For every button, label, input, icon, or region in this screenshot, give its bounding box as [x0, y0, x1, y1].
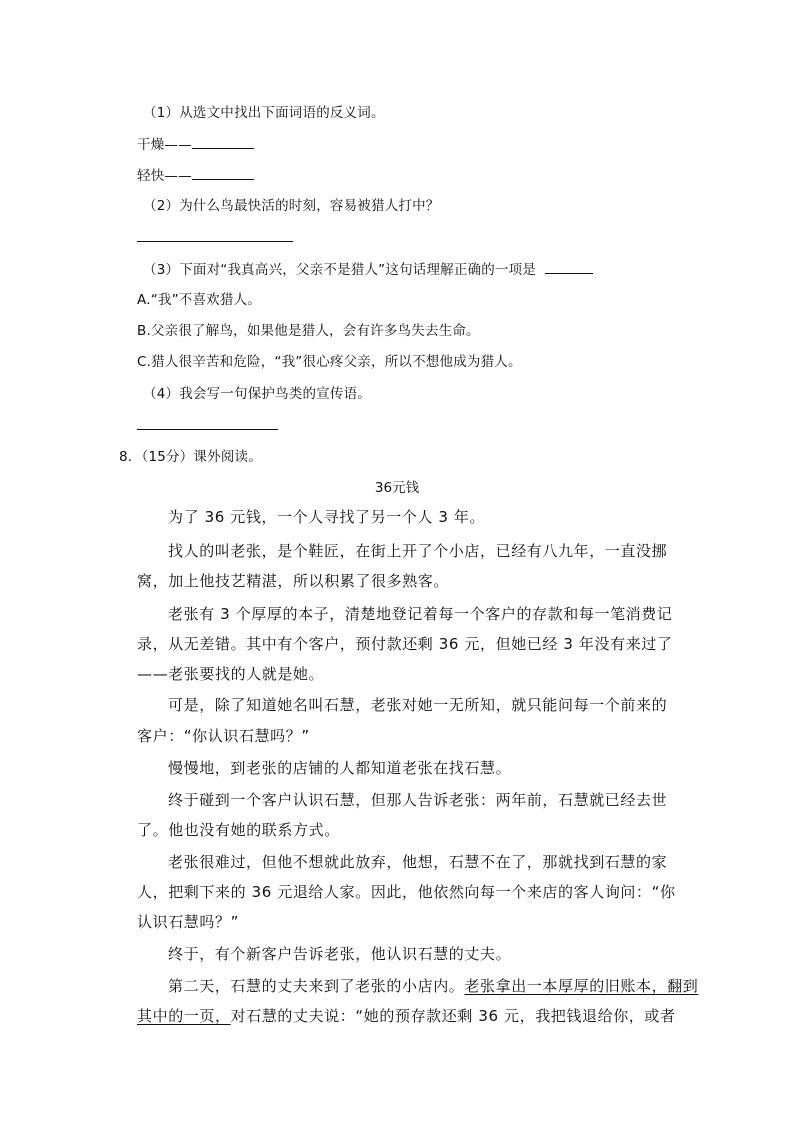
- q4-prompt: （4）我会写一句保护鸟类的宣传语。: [143, 386, 371, 402]
- story-p4-line1: 可是，除了知道她名叫石慧，老张对她一无所知，就只能问每一个前来的: [168, 696, 668, 714]
- section-8-header: 8．（15分）课外阅读。: [119, 449, 262, 465]
- story-p9-underlined-1: 老张拿出一本厚厚的旧账本，翻到: [464, 977, 699, 995]
- story-p1: 为了 36 元钱，一个人寻找了另一个人 3 年。: [168, 508, 486, 526]
- story-p9-line2: [137, 1006, 676, 1026]
- story-p3-line1: 老张有 3 个厚厚的本子，清楚地登记着每一个客户的存款和每一笔消费记: [168, 605, 673, 623]
- q3-prompt-text: （3）下面对“我真高兴，父亲不是猎人”这句话理解正确的一项是: [143, 262, 537, 278]
- story-p9-text-2: 对石慧的丈夫说：“她的预存款还剩 36 元，我把钱退给你，或者: [230, 1007, 676, 1025]
- q1-prompt: （1）从选文中找出下面词语的反义词。: [143, 105, 385, 121]
- story-p2-line1: 找人的叫老张，是个鞋匠，在街上开了个小店，已经有八九年，一直没挪: [168, 542, 668, 560]
- story-p5: 慢慢地，到老张的店铺的人都知道老张在找石慧。: [168, 759, 512, 777]
- q2-answer-line[interactable]: [137, 241, 293, 242]
- story-p3-line3: ——老张要找的人就是她。: [137, 665, 325, 683]
- story-p9-text-1: 第二天，石慧的丈夫来到了老张的小店内。: [168, 977, 465, 995]
- q3-option-c: C.猎人很辛苦和危险，“我”很心疼父亲，所以不想他成为猎人。: [137, 354, 522, 370]
- q3-answer-blank[interactable]: [545, 259, 593, 274]
- q1-item-2: [137, 165, 254, 186]
- q3-prompt: [143, 259, 593, 280]
- q1-answer-blank-2[interactable]: [192, 165, 254, 180]
- story-p7-line3: 认识石慧吗？”: [137, 913, 239, 931]
- q1-item-2-label: 轻快——: [137, 168, 192, 184]
- story-p4-line2: 客户：“你认识石慧吗？”: [137, 727, 310, 745]
- q1-item-1: [137, 134, 254, 155]
- story-title: 36元钱: [374, 480, 420, 496]
- q4-answer-line[interactable]: [137, 429, 278, 430]
- q1-item-1-label: 干燥——: [137, 137, 192, 153]
- story-p7-line1: 老张很难过，但他不想就此放弃，他想，石慧不在了，那就找到石慧的家: [168, 853, 668, 871]
- q2-prompt: （2）为什么鸟最快活的时刻，容易被猎人打中？: [143, 198, 440, 214]
- story-p9-line1: [168, 976, 698, 996]
- story-p6-line1: 终于碰到一个客户认识石慧，但那人告诉老张：两年前，石慧就已经去世: [168, 791, 668, 809]
- story-p7-line2: 人，把剩下来的 36 元退给人家。因此，他依然向每一个来店的客人询问：“你: [137, 883, 676, 901]
- story-p6-line2: 了。他也没有她的联系方式。: [137, 821, 340, 839]
- q3-option-b: B.父亲很了解鸟，如果他是猎人，会有许多鸟失去生命。: [137, 323, 480, 339]
- story-p9-underlined-2: 其中的一页，: [137, 1007, 231, 1025]
- story-p2-line2: 窝，加上他技艺精湛，所以积累了很多熟客。: [137, 572, 450, 590]
- story-p8: 终于，有个新客户告诉老张，他认识石慧的丈夫。: [168, 945, 512, 963]
- q3-option-a: A.“我”不喜欢猎人。: [137, 292, 261, 308]
- story-p3-line2: 录，从无差错。其中有个客户，预付款还剩 36 元，但她已经 3 年没有来过了: [137, 635, 673, 653]
- q1-answer-blank-1[interactable]: [192, 134, 254, 149]
